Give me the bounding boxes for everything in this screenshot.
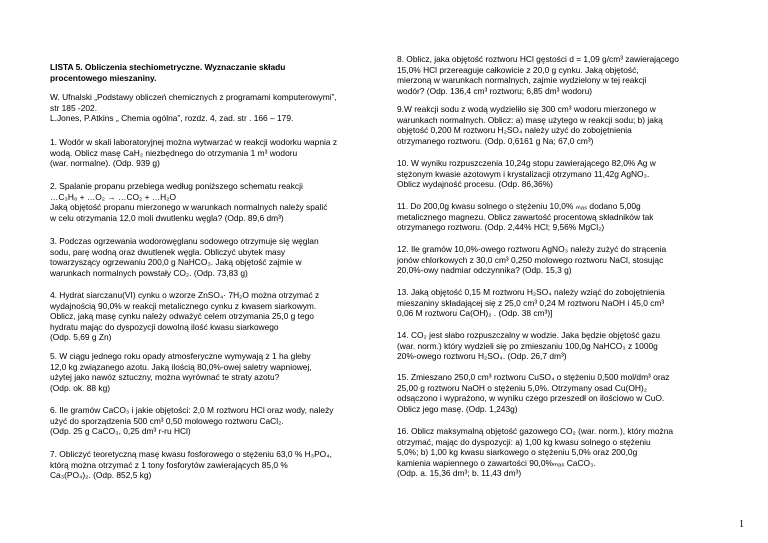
problem-line: 13. Jaką objętość 0,15 M roztworu H₂SO₄ należy wziąć do zobojętnienia [397, 287, 665, 297]
problem-line: 2. Spalanie propanu przebiega według poniższego schematu reakcji [50, 181, 303, 191]
problem-line: 20,0%-owy nadmiar odczynnika? (Odp. 15,3 g) [397, 265, 572, 276]
problem-line: sodu, parę wodną oraz dwutlenek węgla. Obliczyć ubytek masy [50, 246, 286, 257]
problem-5 [50, 351, 312, 393]
references [50, 92, 337, 124]
problem-line: Oblicz, jaką masę cynku należy odważyć celem otrzymania 25,0 g tego [50, 311, 314, 322]
problem-line: 5. W ciągu jednego roku opady atmosferyczne wymywają z 1 ha gleby [50, 351, 311, 361]
page-number: 1 [739, 519, 744, 530]
problem-line: objętość 0,200 M roztworu H₂SO₄ należy użyć do zobojętnienia [397, 125, 632, 136]
problem-line: otrzymanego roztworu. (Odp. 2,44% HCl; 9,56% MgCl₂) [397, 222, 605, 233]
problem-line: towarzyszący ogrzewaniu 200,0 g NaHCO₃. Jaką objętość zajmie w [50, 257, 302, 268]
page-title [50, 62, 285, 83]
problem-line: 3. Podczas ogrzewania wodorowęglanu sodowego otrzymuje się węglan [50, 236, 319, 246]
problem-1 [50, 137, 337, 169]
problem-line: (Odp. ok. 88 kg) [50, 382, 111, 393]
problem-line: 12. Ile gramów 10,0%-owego roztworu AgNO₃ należy zużyć do strącenia [397, 244, 667, 254]
problem-line: 5,0%; b) 1,00 kg kwasu siarkowego o stężeniu 5,0% oraz 200,0g [397, 447, 638, 458]
problem-line: 12,0 kg związanego azotu. Jaką ilością 80,0%-owej saletry wapniowej, [50, 361, 312, 372]
problem-12 [397, 244, 666, 276]
problem-11 [397, 201, 654, 233]
problem-13 [397, 287, 665, 319]
problem-line: (Odp. a. 15,36 dm³; b. 11,43 dm³) [397, 468, 522, 479]
problem-line: otrzymać, mając do dyspozycji: a) 1,00 kg kwasu solnego o stężeniu [397, 436, 651, 447]
reference-line: L.Jones, P.Atkins „ Chemia ogólna”, rozdz. 4, zad. str . 166 – 179. [50, 113, 294, 124]
problem-15 [397, 372, 669, 414]
problem-line: (Odp. 25 g CaCO₃, 0,25 dm³ r-ru HCl) [50, 426, 191, 437]
problem-line: 14. CO₂ jest słabo rozpuszczalny w wodzie. Jaka będzie objętość gazu [397, 330, 661, 340]
problem-line: 9.W reakcji sodu z wodą wydzieliło się 300 cm³ wodoru mierzonego w [397, 104, 656, 114]
problem-line: warunkach normalnych powstały CO₂. (Odp. 73,83 g) [50, 267, 248, 278]
reference-line: str 185 -202. [50, 102, 98, 113]
problem-line: 0,06 M roztworu Ca(OH)₂ . (Odp. 38 cm³)] [397, 308, 553, 319]
problem-line: …C₃H₈ + …O₂ → …CO₂ + …H₂O [50, 191, 176, 202]
problem-line: 7. Obliczyć teoretyczną masę kwasu fosforowego o stężeniu 63,0 % H₃PO₄, [50, 449, 332, 459]
problem-line: mierzoną w warunkach normalnych, zajmie wydzielony w tej reakcji [397, 75, 647, 86]
problem-line: 10. W wyniku rozpuszczenia 10,24g stopu zawierającego 82,0% Ag w [397, 158, 656, 168]
problem-line: 16. Oblicz maksymalną objętość gazowego CO₂ (war. norm.), który można [397, 426, 674, 436]
title-line: procentowego mieszaniny. [50, 72, 157, 83]
problem-line: 1. Wodór w skali laboratoryjnej można wytwarzać w reakcji wodorku wapnia z [50, 137, 338, 147]
problem-line: Oblicz wydajność procesu. (Odp. 86,36%) [397, 179, 553, 190]
problem-line: hydratu mając do dyspozycji dowolną ilość kwasu siarkowego [50, 321, 279, 332]
problem-line: 25,00 g roztworu NaOH o stężeniu 5,0%. Otrzymany osad Cu(OH)₂ [397, 382, 647, 393]
problem-line: jonów chlorkowych z 30,0 cm³ 0,250 molowego roztworu NaCl, stosując [397, 254, 664, 265]
problem-line: metalicznego magnezu. Oblicz zawartość procentową składników tak [397, 211, 654, 222]
problem-line: (Odp. 5,69 g Zn) [50, 332, 112, 343]
problem-line: (war. norm.) który wydzieli się po zmieszaniu 100,0g NaHCO₃ z 1000g [397, 340, 658, 351]
problem-line: Ca₃(PO₄)₂. (Odp. 852,5 kg) [50, 470, 152, 481]
problem-line: którą można otrzymać z 1 tony fosforytów zawierających 85,0 % [50, 459, 288, 470]
problem-line: użytej jako nawóz sztuczny, można wyrównać te straty azotu? [50, 372, 280, 383]
problem-9 [397, 104, 663, 146]
problem-6 [50, 405, 333, 437]
problem-line: warunkach normalnych. Oblicz: a) masę użytego w reakcji sodu; b) jaką [397, 114, 663, 125]
problem-line: 20%-owego roztworu H₂SO₄. (Odp. 26,7 dm³) [397, 351, 567, 362]
problem-line: 8. Oblicz, jaka objętość roztworu HCl gęstości d = 1,09 g/cm³ zawierającego [397, 54, 679, 64]
problem-line: (war. normalne). (Odp. 939 g) [50, 158, 160, 169]
problem-10 [397, 158, 656, 190]
problem-14 [397, 330, 660, 362]
problem-line: stężonym kwasie azotowym i krystalizacji otrzymano 11,42g AgNO₃. [397, 168, 650, 179]
problem-line: 15,0% HCl przereaguje całkowicie z 20,0 g cynku. Jaką objętość, [397, 64, 639, 75]
problem-line: 15. Zmieszano 250,0 cm³ roztworu CuSO₄ o stężeniu 0,500 mol/dm³ oraz [397, 372, 670, 382]
problem-line: wydajnością 90,0% w reakcji metalicznego cynku z kwasem siarkowym. [50, 300, 317, 311]
problem-8 [397, 54, 679, 96]
problem-line: wodą. Oblicz masę CaH₂ niezbędnego do otrzymania 1 m³ wodoru [50, 147, 298, 158]
problem-line: Oblicz jego masę. (Odp. 1,243g) [397, 403, 518, 414]
problem-line: mieszaniny składającej się z 25,0 cm³ 0,24 M roztworu NaOH i 45,0 cm³ [397, 297, 665, 308]
problem-16 [397, 426, 673, 479]
problem-7 [50, 449, 332, 481]
problem-line: 11. Do 200,0g kwasu solnego o stężeniu 10,0% ₘₐₛ dodano 5,00g [397, 201, 641, 211]
problem-line: kamienia wapiennego o zawartości 90,0%ₘₐₛ CaCO₃. [397, 457, 596, 468]
problem-3 [50, 236, 319, 278]
problem-line: wodór? (Odp. 136,4 cm³ roztworu; 6,85 dm³ wodoru) [397, 85, 593, 96]
problem-line: użyć do sporządzenia 500 cm³ 0,50 molowego roztworu CaCl₂. [50, 415, 284, 426]
problem-4 [50, 290, 319, 343]
reference-line: W. Ufnalski „Podstawy obliczeń chemicznych z programami komputerowymi”, [50, 92, 337, 102]
problem-line: 6. Ile gramów CaCO₃ i jakie objętości: 2,0 M roztworu HCl oraz wody, należy [50, 405, 334, 415]
problem-line: w celu otrzymania 12,0 moli dwutlenku węgla? (Odp. 89,6 dm³) [50, 212, 284, 223]
title-line: LISTA 5. Obliczenia stechiometryczne. Wyznaczanie składu [50, 62, 286, 72]
problem-line: otrzymanego roztworu. (Odp. 0,6161 g Na; 67,0 cm³) [397, 135, 594, 146]
problem-line: Jaką objętość propanu mierzonego w warunkach normalnych należy spalić [50, 202, 328, 213]
problem-line: odsączono i wyprażono, w wyniku czego przeszedł on ilościowo w CuO. [397, 393, 665, 404]
problem-2 [50, 181, 327, 223]
problem-line: 4. Hydrat siarczanu(VI) cynku o wzorze ZnSO₄· 7H₂O można otrzymać z [50, 290, 320, 300]
